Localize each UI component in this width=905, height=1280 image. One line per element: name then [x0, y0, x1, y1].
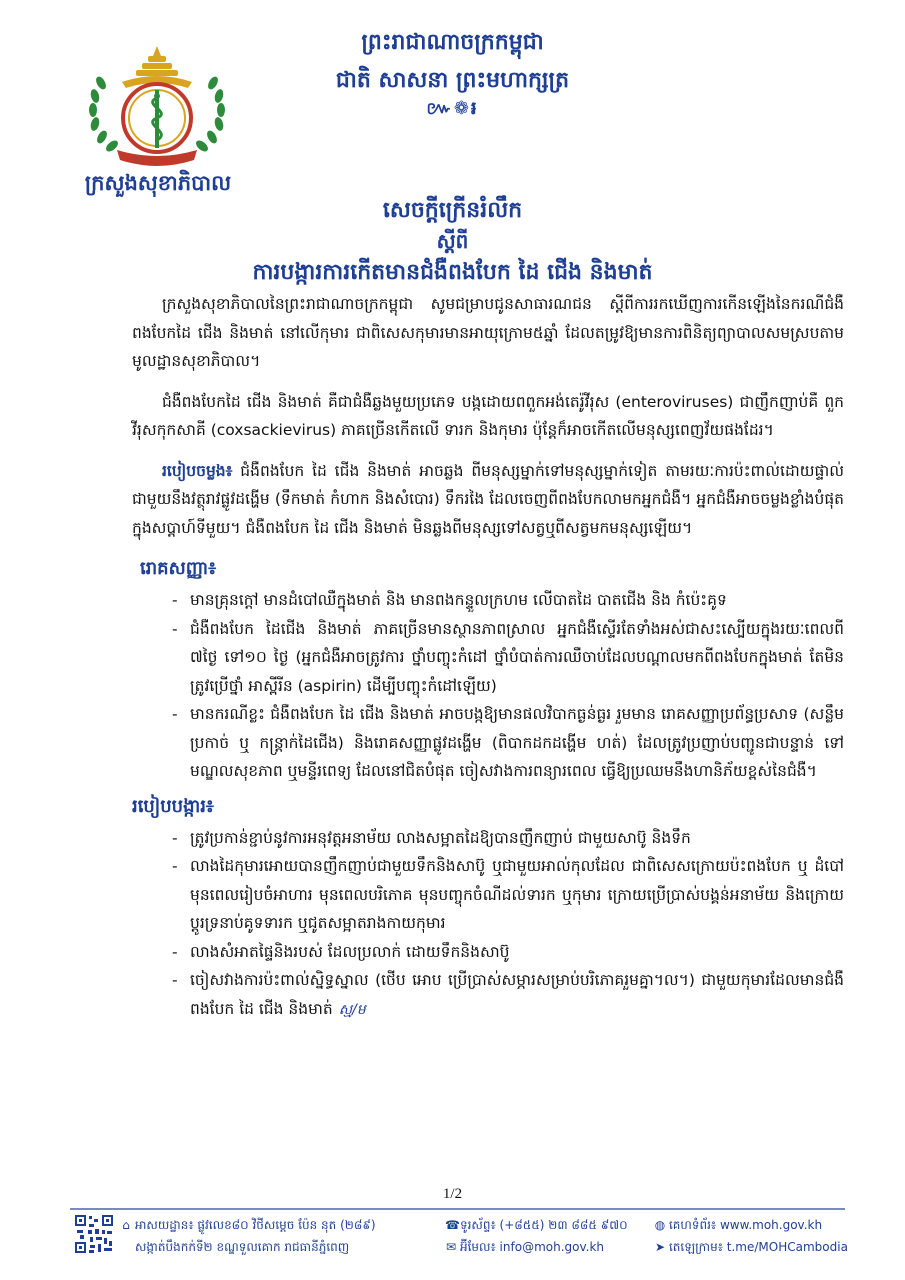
address-line-2: សង្កាត់បឹងកក់ទី២ ខណ្ឌទួលគោក រាជធានីភ្នំពេញ: [135, 1240, 350, 1254]
footer-divider: [70, 1208, 845, 1210]
disease-description: ជំងឺពងបែកដៃ ជើង និងមាត់ គឺជាជំងឺឆ្លងមួយប្រភេទ បង្កដោយពពួកអង់តេរ៉ូវីរុស (enteroviruses) ជាញឹកញាប់គឺ ពួកវីរុសកុកសាគី (coxsackievirus) ភាគច្រើនកើតលើ ទារក និងកុមារ ប៉ុន្តែក៏អាចកើតលើមនុស្សពេញវ័យផងដែរ។: [132, 392, 844, 439]
notice-topic: ការបង្ការការកើតមានជំងឺពងបែក ដៃ ជើង និងមាត់: [252, 260, 653, 285]
transmission-label: របៀបចម្លង៖: [162, 461, 233, 480]
email-line[interactable]: ✉ អ៊ីមែល៖ info@moh.gov.kh: [445, 1236, 628, 1258]
telegram-icon: ➤: [654, 1240, 666, 1254]
symptoms-list: [132, 586, 844, 786]
page-number: 1/2: [442, 1186, 463, 1202]
intro-paragraph: ក្រសួងសុខាភិបាលនៃព្រះរាជាណាចក្រកម្ពុជា សូមជម្រាបជូនសាធារណជន ស្តីពីការរកឃើញការកើនឡើងនៃករណីជំងឺពងបែកដៃ ជើង និងមាត់ នៅលើកុមារ ជាពិសេសកុមារមានអាយុក្រោម៥ឆ្នាំ ដែលតម្រូវឱ្យមានការពិនិត្យព្យាបាលសមស្របតាមមូលដ្ឋានសុខាភិបាល។: [132, 295, 844, 370]
transmission-paragraph: [132, 457, 844, 543]
symptoms-heading: រោគសញ្ញា៖: [140, 558, 217, 579]
notice-subtitle: ស្តីពី: [436, 229, 469, 253]
footer-address: [120, 1214, 376, 1258]
globe-icon: ◍: [654, 1218, 666, 1232]
ornament-glyph: ៚❁៛: [426, 98, 479, 119]
prevention-heading: របៀបបង្ការ៖: [132, 795, 214, 817]
list-item-text: ចៀសវាងការប៉ះពាល់ស្និទ្ធស្នាល (ថើប អោប ប្រើប្រាស់សម្ភារសម្រាប់បរិភោគរួមគ្នា។ល។) ជាមួយកុមារដែលមានជំងឺពងបែក ដៃ ជើង និងមាត់: [190, 971, 844, 1018]
phone-line: ☎ទូរស័ព្ទ៖ (+៨៥៥) ២៣ ៨៨៥ ៩៧០: [445, 1214, 628, 1236]
website-link[interactable]: ◍ គេហទំព័រ៖ www.moh.gov.kh: [654, 1214, 848, 1236]
phone-icon: ☎: [445, 1218, 460, 1232]
telegram-link[interactable]: ➤ តេឡេក្រាម៖ t.me/MOHCambodia: [654, 1236, 848, 1258]
mail-icon: ✉: [445, 1240, 457, 1254]
ministry-name: ក្រសួងសុខាភិបាល: [84, 171, 232, 195]
list-item: - ត្រូវប្រកាន់ខ្ជាប់នូវការអនុវត្តអនាម័យ លាងសម្អាតដៃឱ្យបានញឹកញាប់ ជាមួយសាប៊ូ និងទឹក: [172, 824, 844, 853]
list-item: - មានគ្រុនក្តៅ មានដំបៅឈឺក្នុងមាត់ និង មានពងកន្ទួលក្រហម លើបាតដៃ បាតជើង និង កំប៉េះគូទ: [172, 586, 844, 615]
qr-code: [74, 1214, 114, 1254]
list-item: - លាងសំអាតផ្ទៃនិងរបស់ ដែលប្រលាក់ ដោយទឹកនិងសាប៊ូ: [172, 938, 844, 967]
list-item: - មានករណីខ្លះ ជំងឺពងបែក ដៃ ជើង និងមាត់ អាចបង្កឱ្យមានផលវិបាកធ្ងន់ធ្ងរ រួមមាន រោគសញ្ញាប្រព័ន្ធប្រសាទ (សន្លឹម ប្រកាច់ ឬ កន្ត្រាក់ដៃជើង) និងរោគសញ្ញាផ្លូវដង្ហើម (ពិបាកដកដង្ហើម ហត់) ដែលត្រូវប្រញាប់បញ្ជូនជាបន្ទាន់ ទៅមណ្ឌលសុខភាព ឬមន្ទីរពេទ្យ ដែលនៅជិតបំផុត ចៀសវាងការពន្យារពេល ធ្វើឱ្យប្រឈមនឹងហានិភ័យខ្ពស់នៃជំងឺ។: [172, 700, 844, 786]
initial-signature: ស្ម/ម: [338, 1001, 366, 1018]
location-icon: ⌂: [122, 1218, 130, 1232]
transmission-text: ជំងឺពងបែក ដៃ ជើង និងមាត់ អាចឆ្លង ពីមនុស្សម្នាក់ទៅមនុស្សម្នាក់ទៀត តាមរយៈការប៉ះពាល់ដោយផ្ទាល់ជាមួយនឹងវត្ថុរាវផ្លូវដង្ហើម (ទឹកមាត់ កំហាក និងសំបោរ) ទឹករងៃ ដែលចេញពីពងបែកលាមកអ្នកជំងឺ។ អ្នកជំងឺអាចចម្លងខ្លាំងបំផុតក្នុងសប្តាហ៍ទីមួយ។ ជំងឺពងបែក ដៃ ជើង និងមាត់ មិនឆ្លងពីមនុស្សទៅសត្វឬពីសត្វមកមនុស្សឡើយ។: [132, 461, 844, 537]
list-item: - លាងដៃកុមារអោយបានញឹកញាប់ជាមួយទឹកនិងសាប៊ូ ឬជាមួយអាល់កុលដែល ជាពិសេសក្រោយប៉ះពងបែក ឬ ដំបៅ មុនពេលរៀបចំអាហារ មុនពេលបរិភោគ មុនបញ្ចុកចំណីដល់ទារក ឬកុមារ ក្រោយប្រើប្រាស់បង្គន់អនាម័យ និងក្រោយប្តូរទ្រនាប់គូទទារក ឬជូតសម្អាតរាងកាយកុមារ: [172, 852, 844, 938]
footer-contact: [445, 1214, 628, 1258]
list-item: - ជំងឺពងបែក ដៃជើង និងមាត់ ភាគច្រើនមានស្ថានភាពស្រាល អ្នកជំងឺស្ទើរតែទាំងអស់ជាសះស្បើយក្នុងរយៈពេលពី ៧ថ្ងៃ ទៅ១០ ថ្ងៃ (អ្នកជំងឺអាចត្រូវការ ថ្នាំបញ្ចុះកំដៅ ថ្នាំបំបាត់ការឈឺចាប់ដែលបណ្តាលមកពីពងបែកក្នុងមាត់ តែមិនត្រូវប្រើថ្នាំ អាស្ពីរីន (aspirin) ដើម្បីបញ្ចុះកំដៅឡើយ): [172, 615, 844, 701]
list-item: [172, 966, 844, 1024]
prevention-list: [132, 824, 844, 1025]
kingdom-title: ព្រះរាជាណាចក្រកម្ពុជា: [361, 30, 544, 55]
address-line-1: ⌂ អាសយដ្ឋាន៖ ផ្លូវលេខ៨០ វិថីសម្តេច ប៉ែន នុត (២៨៩): [120, 1214, 376, 1236]
nation-motto: ជាតិ សាសនា ព្រះមហាក្សត្រ: [335, 68, 570, 93]
notice-title: សេចក្តីក្រើនរំលឹក: [382, 198, 523, 223]
document-body: [132, 290, 844, 1030]
footer-web: [654, 1214, 848, 1258]
